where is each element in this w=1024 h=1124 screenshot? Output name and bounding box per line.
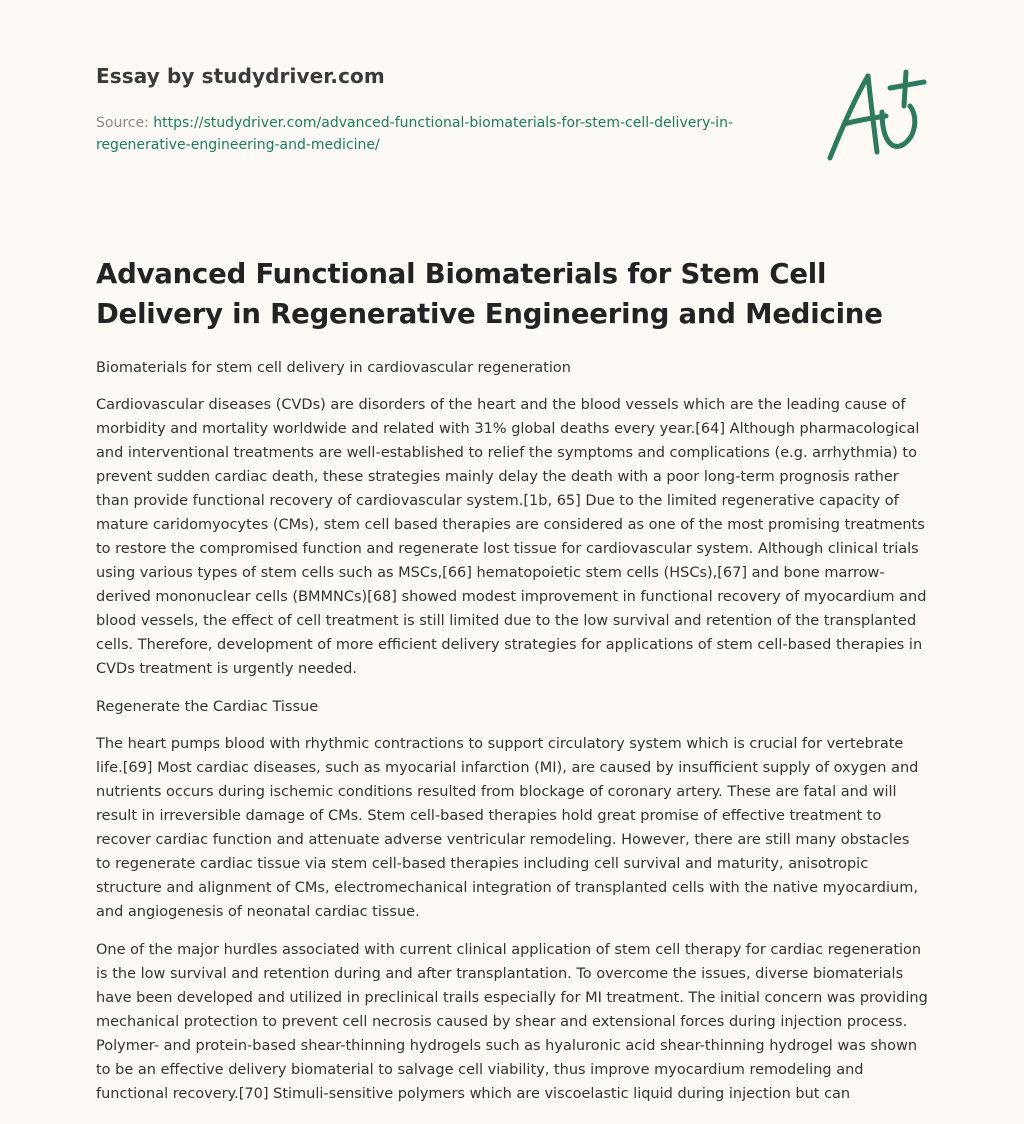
site-title: Essay by studydriver.com	[96, 64, 385, 88]
paragraph: The heart pumps blood with rhythmic contractions to support circulatory system which is crucial for vertebrate life.[69] Most cardiac diseases, such as myocarial infarction (MI), are caused by insufficient supply of oxygen and nutrients occurs during ischemic conditions resulted from blockage of coronary artery. These are fatal and will result in irreversible damage of CMs. Stem cell-based therapies hold great promise of effective treatment to recover cardiac function and attenuate adverse ventricular remodeling. However, there are still many obstacles to regenerate cardiac tissue via stem cell-based therapies including cell survival and maturity, anisotropic structure and alignment of CMs, electromechanical integration of transplanted cells with the native myocardium, and angiogenesis of neonatal cardiac tissue.	[96, 736, 919, 920]
source-label: Source:	[96, 115, 149, 131]
paragraph: Cardiovascular diseases (CVDs) are disorders of the heart and the blood vessels which are the leading cause of morbidity and mortality worldwide and related with 31% global deaths every year.[64] Although pharmacological and interventional treatments are well-established to relief the symptoms and complications (e.g. arrhythmia) to prevent sudden cardiac death, these strategies mainly delay the death with a poor long-term prognosis rather than provide functional recovery of cardiovascular system.[1b, 65] Due to the limited regenerative capacity of mature caridomyocytes (CMs), stem cell based therapies are considered as one of the most promising treatments to restore the compromised function and regenerate lost tissue for cardiovascular system. Although clinical trials using various types of stem cells such as MSCs,[66] hematopoietic stem cells (HSCs),[67] and bone marrow-derived mononuclear cells (BMMNCs)[68] showed modest improvement in functional recovery of myocardium and blood vessels, the effect of cell treatment is still limited due to the low survival and retention of the transplanted cells. Therefore, development of more efficient delivery strategies for applications of stem cell-based therapies in CVDs treatment is urgently needed.	[96, 397, 927, 677]
a-plus-logo	[824, 66, 928, 166]
paragraph: One of the major hurdles associated with current clinical application of stem cell therapy for cardiac regeneration is the low survival and retention during and after transplantation. To overcome the issues, diverse biomaterials have been developed and utilized in preclinical trails especially for MI treatment. The initial concern was providing mechanical protection to prevent cell necrosis caused by shear and extensional forces during injection process. Polymer- and protein-based shear-thinning hydrogels such as hyaluronic acid shear-thinning hydrogel was shown to be an effective delivery biomaterial to salvage cell viability, thus improve myocardium remodeling and functional recovery.[70] Stimuli-sensitive polymers which are viscoelastic liquid during injection but can	[96, 942, 928, 1102]
source-line	[96, 112, 776, 156]
essay-title: Advanced Functional Biomaterials for Stem Cell Delivery in Regenerative Engineering and Medicine	[96, 258, 883, 330]
section-heading: Biomaterials for stem cell delivery in cardiovascular regeneration	[96, 360, 571, 376]
essay-body	[96, 356, 928, 1120]
section-heading: Regenerate the Cardiac Tissue	[96, 699, 319, 715]
a-plus-logo-icon	[824, 66, 928, 166]
source-link[interactable]: https://studydriver.com/advanced-functional-biomaterials-for-stem-cell-delivery-in-regenerative-engineering-and-medicine/	[96, 115, 734, 153]
